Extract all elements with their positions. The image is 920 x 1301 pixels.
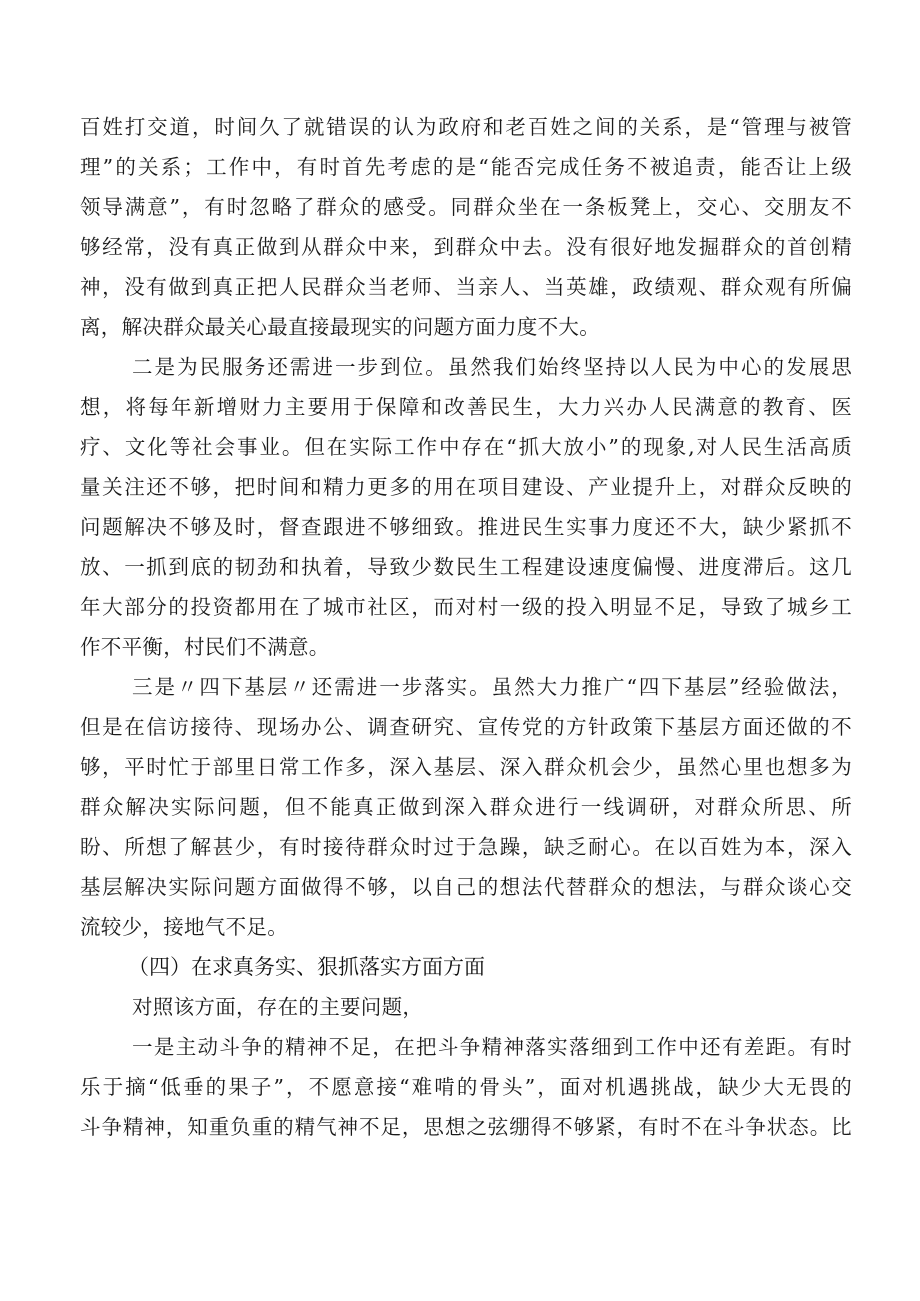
- paragraph-line: 但是在信访接待、现场办公、调查研究、宣传党的方针政策下基层方面还做的不: [80, 715, 852, 739]
- paragraph-line: 一是主动斗争的精神不足，在把斗争精神落实落细到工作中还有差距。有时: [132, 1035, 852, 1059]
- paragraph-line: 离，解决群众最关心最直接最现实的问题方面力度不大。: [80, 315, 600, 339]
- paragraph-line: 放、一抓到底的韧劲和执着，导致少数民生工程建设速度偏慢、进度滞后。这几: [80, 555, 852, 579]
- paragraph-line: 对照该方面，存在的主要问题，: [132, 995, 424, 1019]
- paragraph-line: 百姓打交道，时间久了就错误的认为政府和老百姓之间的关系，是“管理与被管: [80, 115, 852, 139]
- section-heading: （四）在求真务实、狠抓落实方面方面: [128, 955, 485, 979]
- paragraph-line: 够经常，没有真正做到从群众中来，到群众中去。没有很好地发掘群众的首创精: [80, 235, 852, 259]
- paragraph-line: 斗争精神，知重负重的精气神不足，思想之弦绷得不够紧，有时不在斗争状态。比: [80, 1115, 852, 1139]
- paragraph-line: 领导满意”，有时忽略了群众的感受。同群众坐在一条板凳上，交心、交朋友不: [80, 195, 852, 219]
- paragraph-line: 基层解决实际问题方面做得不够，以自己的想法代替群众的想法，与群众谈心交: [80, 875, 852, 899]
- paragraph-line: 群众解决实际问题，但不能真正做到深入群众进行一线调研，对群众所思、所: [80, 795, 852, 819]
- paragraph-line: 作不平衡，村民们不满意。: [80, 635, 330, 659]
- paragraph-line: 年大部分的投资都用在了城市社区，而对村一级的投入明显不足，导致了城乡工: [80, 595, 852, 619]
- paragraph-line: 流较少，接地气不足。: [80, 915, 288, 939]
- document-page: [80, 107, 852, 1147]
- paragraph-line: 乐于摘“低垂的果子”，不愿意接“难啃的骨头”，面对机遇挑战，缺少大无畏的: [80, 1075, 852, 1099]
- paragraph-line: 理”的关系；工作中，有时首先考虑的是“能否完成任务不被追责，能否让上级: [80, 155, 852, 179]
- paragraph-line: 够，平时忙于部里日常工作多，深入基层、深入群众机会少，虽然心里也想多为: [80, 755, 852, 779]
- paragraph-line: 想，将每年新增财力主要用于保障和改善民生，大力兴办人民满意的教育、医: [80, 395, 852, 419]
- paragraph-line: 问题解决不够及时，督查跟进不够细致。推进民生实事力度还不大，缺少紧抓不: [80, 515, 852, 539]
- paragraph-line: 盼、所想了解甚少，有时接待群众时过于急躁，缺乏耐心。在以百姓为本，深入: [80, 835, 852, 859]
- paragraph-line: 神，没有做到真正把人民群众当老师、当亲人、当英雄，政绩观、群众观有所偏: [80, 275, 852, 299]
- paragraph-line: 疗、文化等社会事业。但在实际工作中存在“抓大放小”的现象,对人民生活高质: [80, 435, 852, 459]
- paragraph-line: 三是〃四下基层〃还需进一步落实。虽然大力推广“四下基层”经验做法，: [132, 675, 852, 699]
- paragraph-line: 量关注还不够，把时间和精力更多的用在项目建设、产业提升上，对群众反映的: [80, 475, 852, 499]
- paragraph-line: 二是为民服务还需进一步到位。虽然我们始终坚持以人民为中心的发展思: [132, 355, 852, 379]
